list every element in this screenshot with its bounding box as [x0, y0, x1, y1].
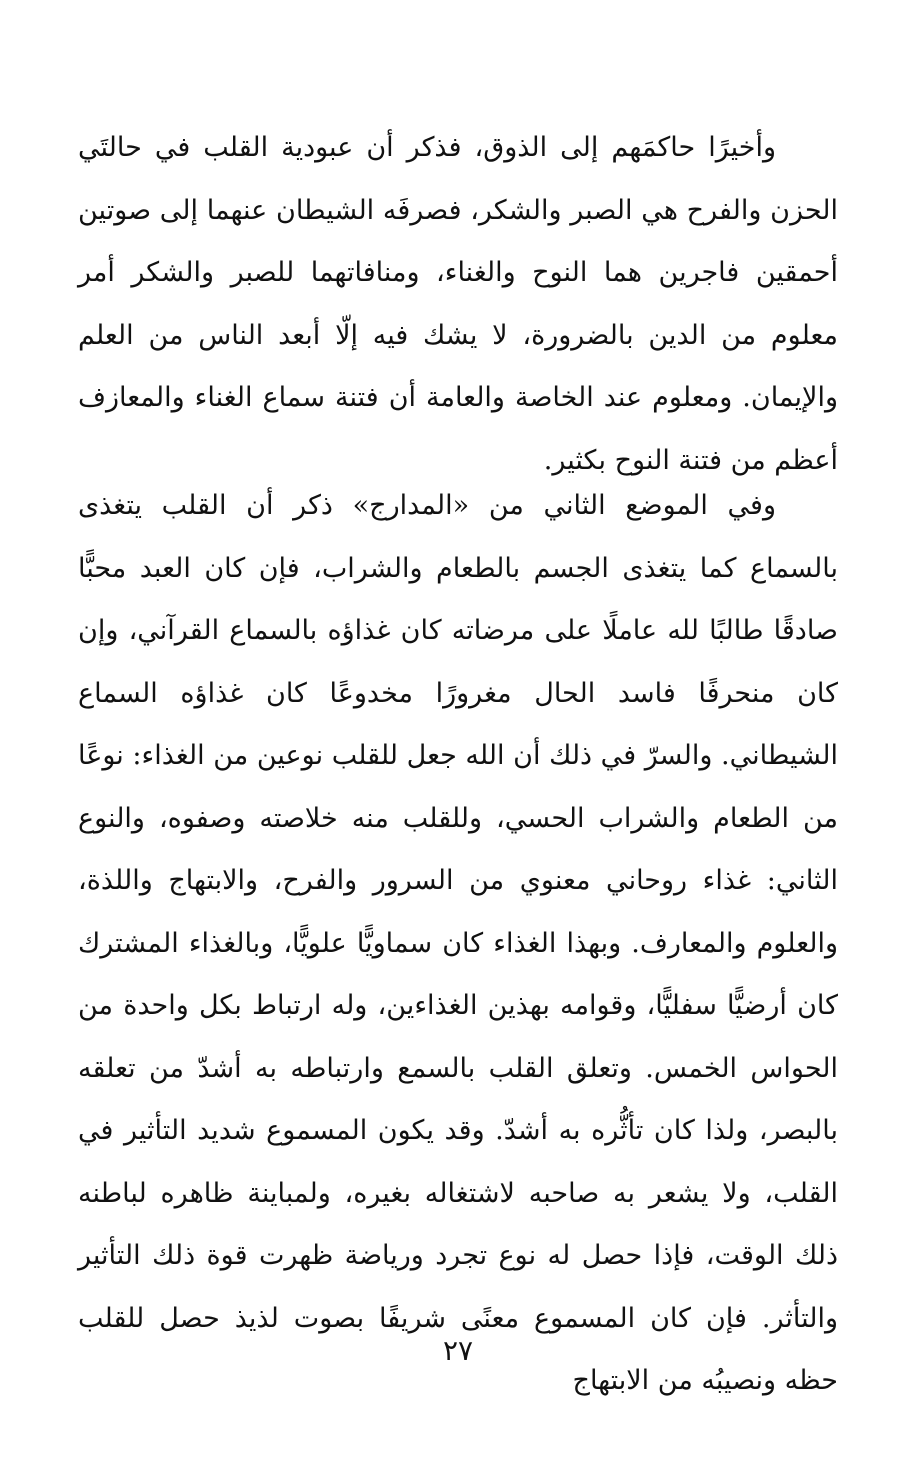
- paragraph-1: وأخيرًا حاكمَهم إلى الذوق، فذكر أن عبودية القلب في حالتَي الحزن والفرح هي الصبر والشكر، فصرفَه الشيطان عنهما إلى صوتين أحمقين فاجرين هما النوح والغناء، ومنافاتهما للصبر والشكر أمر معلوم من الدين بالضرورة، لا يشك فيه إلّا أبعد الناس من العلم والإيمان. ومعلوم عند الخاصة والعامة أن فتنة سماع الغناء والمعازف أعظم من فتنة النوح بكثير.: [78, 132, 838, 476]
- page-number: ٢٧: [442, 1334, 474, 1367]
- paragraph-2: وفي الموضع الثاني من «المدارج» ذكر أن القلب يتغذى بالسماع كما يتغذى الجسم بالطعام والشراب، فإن كان العبد محبًّا صادقًا طالبًا لله عاملًا على مرضاته كان غذاؤه بالسماع القرآني، وإن كان منحرفًا فاسد الحال مغرورًا مخدوعًا كان غذاؤه السماع الشيطاني. والسرّ في ذلك أن الله جعل للقلب نوعين من الغذاء: نوعًا من الطعام والشراب الحسي، وللقلب منه خلاصته وصفوه، والنوع الثاني: غذاء روحاني معنوي من السرور والفرح، والابتهاج واللذة، والعلوم والمعارف. وبهذا الغذاء كان سماويًّا علويًّا، وبالغذاء المشترك كان أرضيًّا سفليًّا، وقوامه بهذين الغذاءين، وله ارتباط بكل واحدة من الحواس الخمس. وتعلق القلب بالسمع وارتباطه به أشدّ من تعلقه بالبصر، ولذا كان تأثُّره به أشدّ. وقد يكون المسموع شديد التأثير في القلب، ولا يشعر به صاحبه لاشتغاله بغيره، ولمباينة ظاهره لباطنه ذلك الوقت، فإذا حصل له نوع تجرد ورياضة ظهرت قوة ذلك التأثير والتأثر. فإن كان المسموع معنًى شريفًا بصوت لذيذ حصل للقلب حظه ونصيبُه من الابتهاج: [78, 490, 838, 1396]
